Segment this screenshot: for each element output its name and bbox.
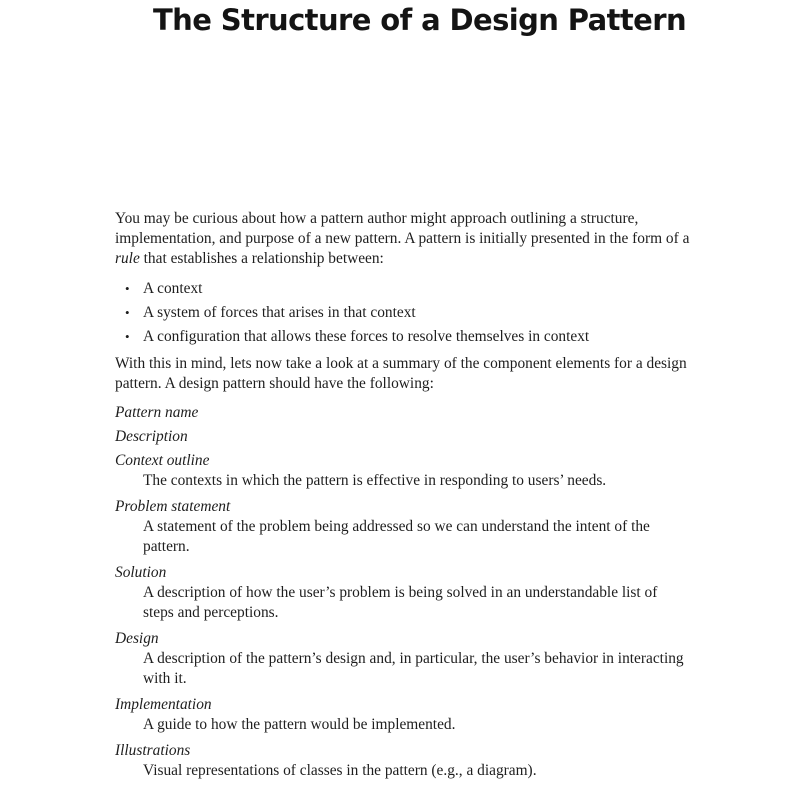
list-item-text: A configuration that allows these forces to resolve themselves in context — [143, 328, 590, 345]
term-implementation: Implementation — [115, 696, 212, 713]
term-solution: Solution — [115, 564, 167, 581]
intro-text: You may be curious about how a pattern author might approach outlining a structure, implementation, and purpose of a new pattern. A pattern is initially presented in the form of a — [115, 210, 690, 247]
definition-solution: A description of how the user’s problem is being solved in an understandable list of steps and perceptions. — [143, 584, 658, 621]
list-item-text: A context — [143, 280, 203, 297]
definition-implementation: A guide to how the pattern would be implemented. — [143, 716, 456, 733]
term-problem-statement: Problem statement — [115, 498, 231, 515]
definition-problem-statement: A statement of the problem being addressed so we can understand the intent of the pattern. — [143, 518, 650, 555]
bullet-icon: • — [125, 281, 130, 296]
term-context-outline: Context outline — [115, 452, 210, 469]
list-item — [115, 277, 690, 301]
page-title: The Structure of a Design Pattern — [153, 3, 686, 37]
intro-paragraph — [115, 209, 690, 269]
term-description: Description — [115, 428, 188, 445]
definition-illustrations: Visual representations of classes in the pattern (e.g., a diagram). — [143, 762, 537, 779]
bullet-icon: • — [125, 305, 130, 320]
definition-design: A description of the pattern’s design and, in particular, the user’s behavior in interacting with it. — [143, 650, 684, 687]
definition-context-outline: The contexts in which the pattern is effective in responding to users’ needs. — [143, 472, 607, 489]
intro-text-end: that establishes a relationship between: — [139, 250, 384, 267]
term-design: Design — [115, 630, 159, 647]
list-item — [115, 301, 690, 325]
list-item — [115, 325, 690, 349]
term-illustrations: Illustrations — [115, 742, 191, 759]
summary-paragraph: With this in mind, lets now take a look at a summary of the component elements for a design pattern. A design pattern should have the following: — [115, 355, 687, 392]
body-text — [115, 209, 690, 783]
term-pattern-name: Pattern name — [115, 404, 199, 421]
bullet-icon: • — [125, 329, 130, 344]
intro-emphasis: rule — [115, 250, 140, 267]
bullet-list — [115, 277, 690, 349]
list-item-text: A system of forces that arises in that context — [143, 304, 416, 321]
pattern-elements-list — [115, 399, 690, 783]
